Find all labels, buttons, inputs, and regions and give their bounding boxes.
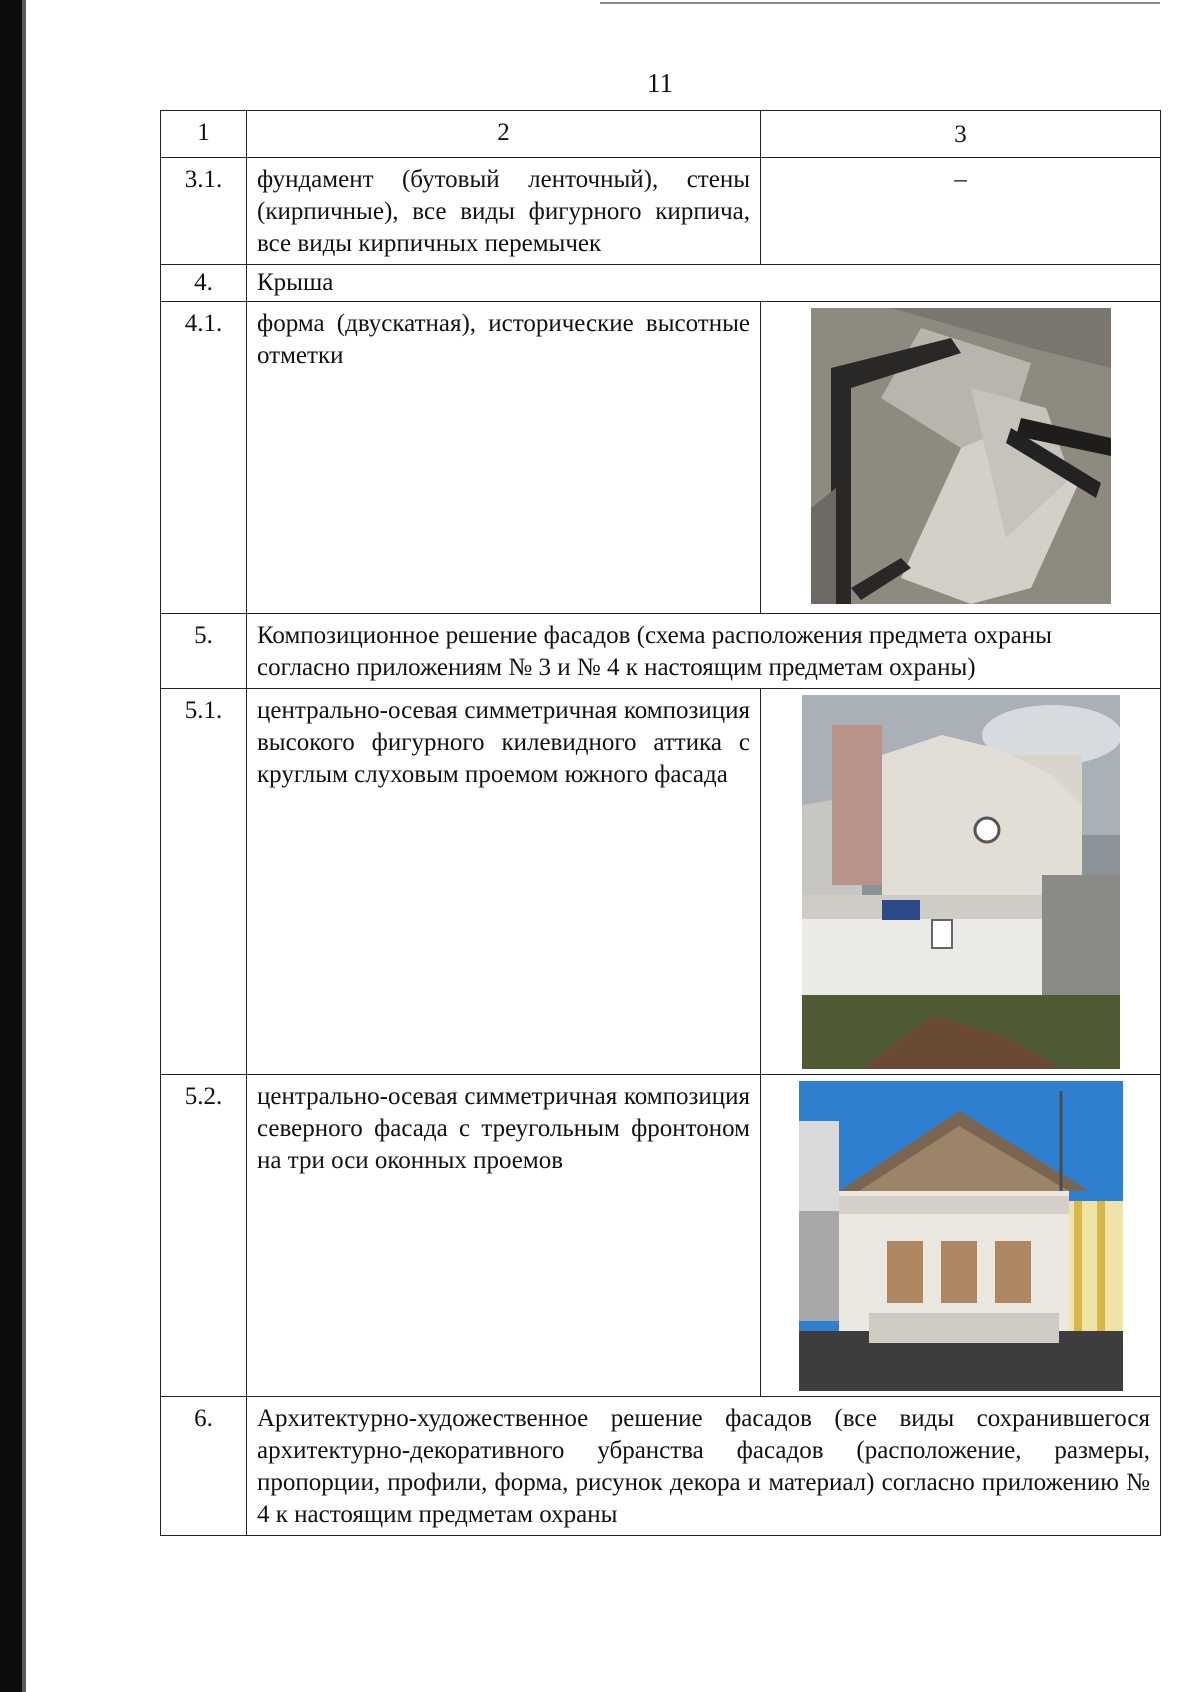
table-row [161,265,1161,302]
row-photo-cell [761,689,1161,1075]
row-number: 5. [161,614,247,689]
south-facade-photo [802,695,1120,1069]
aerial-roof-photo [811,308,1111,604]
table-row [161,1075,1161,1397]
row-number: 3.1. [161,158,247,265]
protection-items-table [160,110,1161,1536]
row-number: 6. [161,1397,247,1536]
row-description: центрально-осевая симметричная композиция высокого фигурного килевидного аттика с круглым слуховым проемом южного фасада [247,689,761,1075]
row-number: 5.1. [161,689,247,1075]
row-photo-cell [761,302,1161,614]
row-value [761,158,1161,265]
row-section-title: Крыша [247,265,1161,302]
scan-top-line [600,2,1160,4]
table-row [161,302,1161,614]
scan-edge-bar [0,0,22,1692]
table-row [161,1397,1161,1536]
scan-edge-shadow [22,0,26,1692]
header-col-3: 3 [761,111,1161,158]
row-section-title: Композиционное решение фасадов (схема расположения предмета охраны согласно приложениям № 3 и № 4 к настоящим предметам охраны) [247,614,1161,689]
page-number: 11 [647,68,673,98]
north-facade-photo [799,1081,1123,1391]
table-row [161,614,1161,689]
row-photo-cell [761,1075,1161,1397]
header-col-1: 1 [161,111,247,158]
table-header-row [161,111,1161,158]
row-description: центрально-осевая симметричная композиция северного фасада с треугольным фронтоном на три оси оконных проемов [247,1075,761,1397]
header-col-2: 2 [247,111,761,158]
table-row [161,158,1161,265]
row-section-title: Архитектурно-художественное решение фасадов (все виды сохранившегося архитектурно-декоративного убранства фасадов (расположение, размеры, пропорции, профили, форма, рисунок декора и материал) согласно приложению № 4 к настоящим предметам охраны [247,1397,1161,1536]
row-number: 4.1. [161,302,247,614]
row-description: форма (двускатная), исторические высотные отметки [247,302,761,614]
dash-value: – [954,166,967,193]
row-number: 5.2. [161,1075,247,1397]
table-row [161,689,1161,1075]
row-number: 4. [161,265,247,302]
row-description: фундамент (бутовый ленточный), стены (кирпичные), все виды фигурного кирпича, все виды кирпичных перемычек [247,158,761,265]
